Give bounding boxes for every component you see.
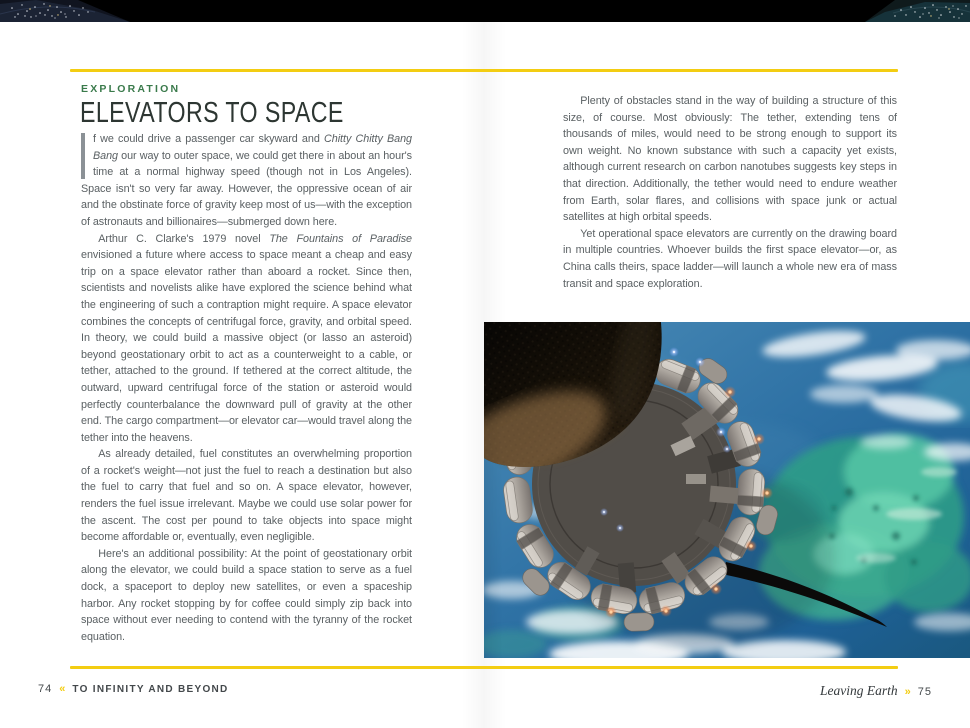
section-title: TO INFINITY AND BEYOND: [72, 684, 229, 695]
space-elevator-photo: [484, 322, 970, 658]
left-guillemet-separator: «: [59, 683, 66, 695]
paragraph: Plenty of obstacles stand in the way of building a structure of this size, of course. Most obviously: The tether, extending tens of thousands of miles, would need to be strong enough to support its own weight. No known substance with such a capacity yet exists, although current research on carbon nanotubes suggests key steps in that direction. Additionally, the tether would need to endure weather from Earth, solar flares, and collisions with space junk or actual satellites at high orbital speeds.: [563, 95, 897, 224]
top-edge-photo-strip: [0, 0, 970, 22]
body-column-left: [81, 131, 412, 645]
night-earth-corner-photo-left: [0, 0, 130, 22]
body-column-right: [563, 93, 897, 292]
article-title: ELEVATORS TO SPACE: [80, 97, 344, 129]
bottom-yellow-rule: [70, 666, 898, 669]
night-earth-corner-photo-right: [865, 0, 970, 22]
paragraph: Here's an additional possibility: At the point of geostationary orbit along the elevator, we could build a space station to serve as a fuel dock, a spaceport to deploy new satellites, or even a spaceship harbor. Any rocket stopping by for coffee could simply zip back into space without ever needing to contend with the tyranny of the rocket equation.: [81, 547, 412, 643]
page-number-left: 74: [38, 683, 53, 695]
chapter-title: Leaving Earth: [820, 683, 898, 698]
right-guillemet-separator: »: [904, 686, 911, 698]
drop-cap-letter: [81, 133, 85, 179]
folio-left: [38, 683, 229, 695]
paragraph: As already detailed, fuel constitutes an overwhelming proportion of a rocket's weight—not just the fuel to reach a destination but also the fuel to carry that fuel and so on. A space elevator, however, renders the fuel issue irrelevant. Maybe we could use solar power for the ascent. The cost per pound to take objects into space might become affordable or, eventually, even negligible.: [81, 448, 412, 544]
folio-right: [820, 683, 932, 699]
paragraph: f we could drive a passenger car skyward and Chitty Chitty Bang Bang our way to outer space, we could get there in about an hour's time at a normal highway speed (though not in Los Angeles). Space isn't so very far away. However, the oppressive ocean of air and the obstinate force of gravity keep most of us—with the exception of astronauts and billionaires—submerged down here.: [81, 133, 412, 228]
paragraph: Yet operational space elevators are currently on the drawing board in multiple countries. Whoever builds the first space elevator—or, as China calls theirs, space ladder—will launch a whole new era of mass transit and space exploration.: [563, 227, 897, 290]
section-kicker: EXPLORATION: [81, 83, 181, 95]
paragraph: Arthur C. Clarke's 1979 novel The Fountains of Paradise envisioned a future where access to space meant a cheap and easy trip on a space elevator rather than aboard a rocket. Since then, scientists and novelists alike have explored the science behind what the engineering of such a contraption might require. A space elevator combines the concepts of centrifugal force, gravity, and orbital speed. In theory, we could build a massive object (or lasso an asteroid) beyond geostationary orbit to act as a counterweight to a cable, or tether, attached to the ground. If tethered at the correct altitude, the outward, upward centrifugal force of the station or asteroid would perfectly counterbalance the downward pull of gravity at the other end. The cargo compartment—or elevator car—would travel along the tether into the heavens.: [81, 232, 413, 444]
page-number-right: 75: [917, 686, 932, 698]
top-yellow-rule: [70, 69, 898, 72]
